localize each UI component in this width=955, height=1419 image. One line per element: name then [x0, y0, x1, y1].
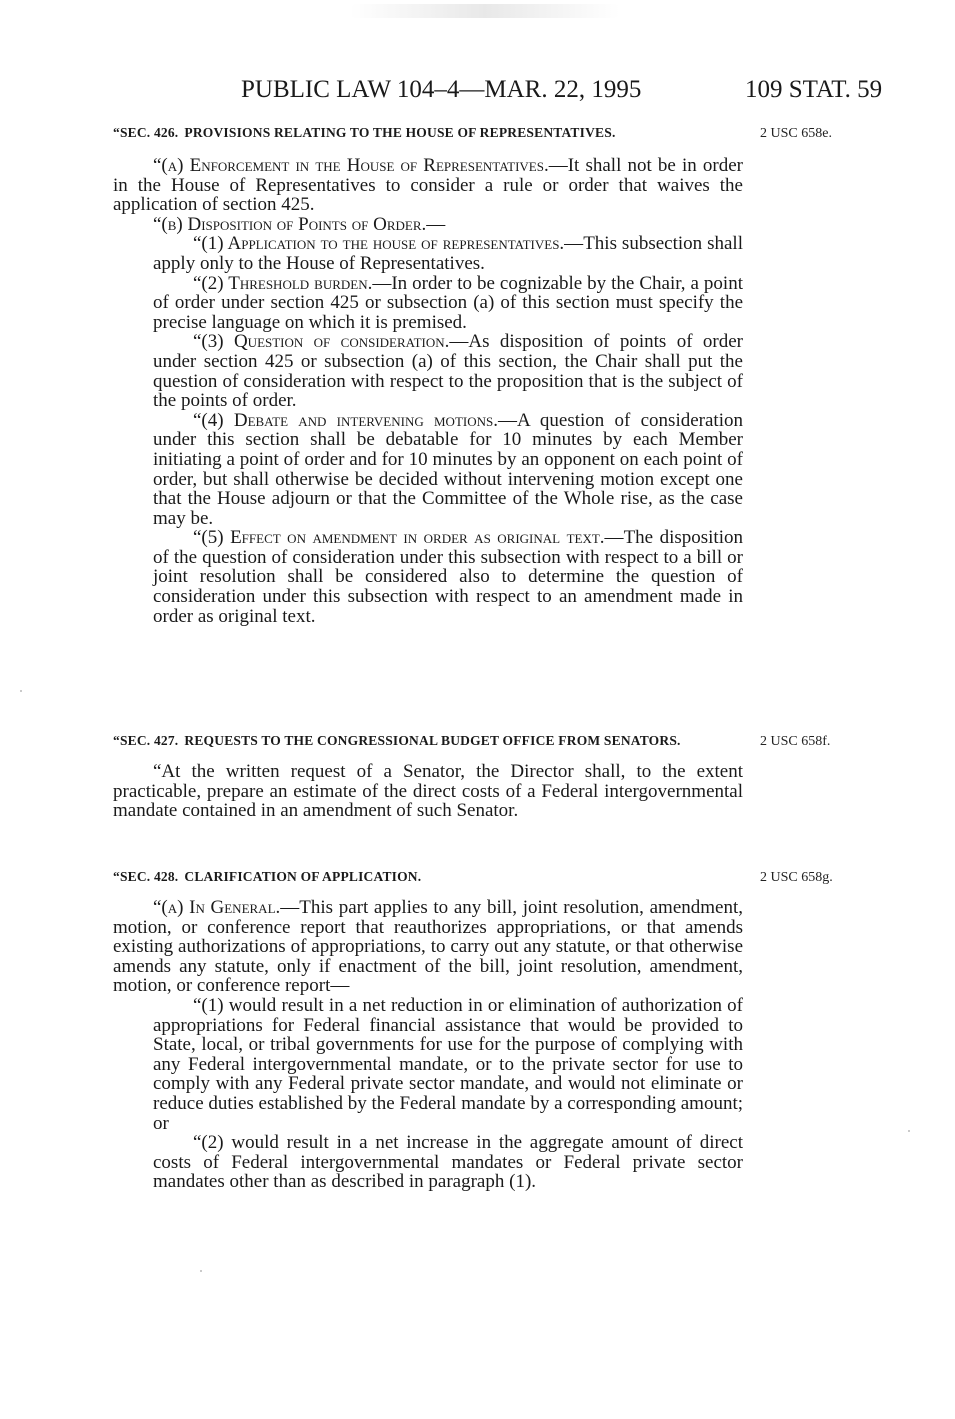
section-title: CLARIFICATION OF APPLICATION.: [184, 869, 422, 884]
paragraph: [113, 215, 743, 235]
running-header: [0, 76, 955, 110]
paragraph-text: This part applies to any bill, joint resolution, amendment, motion, or conference report that reauthorizes appropriations, or that amends existing authorizations of appropriations, to carry out any statute, or that otherwise amends any statute, only if enactment of the bill, joint resolution, amendment, motion, or conference report—: [113, 897, 743, 997]
paragraph: [113, 234, 743, 273]
section-number: “SEC. 426.: [113, 125, 179, 140]
header-page-ref: 109 STAT. 59: [745, 76, 883, 103]
scan-speck: [20, 690, 22, 692]
section-426: [113, 124, 743, 626]
section-number: “SEC. 427.: [113, 733, 179, 748]
header-title: PUBLIC LAW 104–4—MAR. 22, 1995: [241, 76, 642, 103]
section-428: [113, 868, 743, 1192]
paragraph-text: A question of consideration under this section shall be debatable for 10 minutes by each Member initiating a point of order and for 10 minutes by an opponent on each point of order, but shall otherwise be decided without intervening motion except one that the House adjourn or that the Committee of the Whole rise, as the case may be.: [153, 409, 743, 529]
scan-smudge: [350, 4, 620, 18]
section-heading: [113, 732, 743, 750]
paragraph-text: It shall not be in order in the House of Representatives to consider a rule or order that waives the application of section 425.: [113, 155, 743, 216]
paragraph: [113, 528, 743, 626]
paragraph-text: As disposition of points of order under section 425 or subsection (a) of this section, the Chair shall put the question of consideration with respect to the proposition that is the subject of the points of order.: [153, 331, 743, 412]
paragraph-text: “(2) would result in a net increase in the aggregate amount of direct costs of Federal intergovernmental mandates or Federal private sector mandates other than as described in paragraph (1).: [153, 1132, 743, 1193]
paragraph-lead: “(2) Threshold burden.—: [193, 272, 392, 294]
paragraph-lead: “(b) Disposition of Points of Order.—: [153, 213, 446, 235]
section-heading: [113, 124, 743, 142]
section-title: REQUESTS TO THE CONGRESSIONAL BUDGET OFFICE FROM SENATORS.: [184, 733, 681, 748]
paragraph: [113, 332, 743, 410]
paragraph: [113, 411, 743, 529]
paragraph: [113, 156, 743, 215]
paragraph: [113, 762, 743, 821]
scan-speck: [908, 1130, 910, 1132]
margin-citation: 2 USC 658f.: [760, 734, 831, 749]
paragraph-text: The disposition of the question of consideration under this subsection with respect to a bill or joint resolution shall be considered also to determine the question of consideration under this subsection with respect to an amendment made in order as original text.: [153, 527, 743, 627]
paragraph: [113, 996, 743, 1133]
section-427: [113, 732, 743, 821]
paragraph-lead: “(1) Application to the house of representatives.—: [193, 233, 584, 255]
paragraph-text: This subsection shall apply only to the House of Representatives.: [153, 233, 743, 274]
paragraph-lead: “(4) Debate and intervening motions.—: [193, 409, 517, 431]
paragraph: [113, 898, 743, 996]
paragraph-text: “(1) would result in a net reduction in or elimination of authorization of appropriations for Federal financial assistance that would be provided to State, local, or tribal governments for use for the purpose of complying with any Federal intergovernmental mandate, or to the private sector for use to comply with any Federal private sector mandate, and would not eliminate or reduce duties established by the Federal mandate by a corresponding amount; or: [153, 994, 743, 1134]
paragraph-lead: “(3) Question of consideration.—: [193, 331, 469, 353]
paragraph-text: In order to be cognizable by the Chair, a point of order under section 425 or subsection (a) of this section must specify the precise language on which it is premised.: [153, 272, 743, 333]
paragraph: [113, 274, 743, 333]
section-title: PROVISIONS RELATING TO THE HOUSE OF REPRESENTATIVES.: [184, 125, 616, 140]
paragraph: [113, 1133, 743, 1192]
paragraph-text: “At the written request of a Senator, the Director shall, to the extent practicable, prepare an estimate of the direct costs of a Federal intergovernmental mandate contained in an amendment of such Senator.: [113, 761, 743, 822]
paragraph-lead: “(a) Enforcement in the House of Representatives.—: [153, 155, 568, 176]
paragraph-lead: “(a) In General.—: [153, 897, 300, 918]
section-number: “SEC. 428.: [113, 869, 179, 884]
scan-speck: [200, 1270, 202, 1272]
section-heading: [113, 868, 743, 886]
margin-citation: 2 USC 658g.: [760, 870, 833, 885]
margin-citation: 2 USC 658e.: [760, 126, 832, 141]
paragraph-lead: “(5) Effect on amendment in order as original text.—: [193, 527, 624, 549]
